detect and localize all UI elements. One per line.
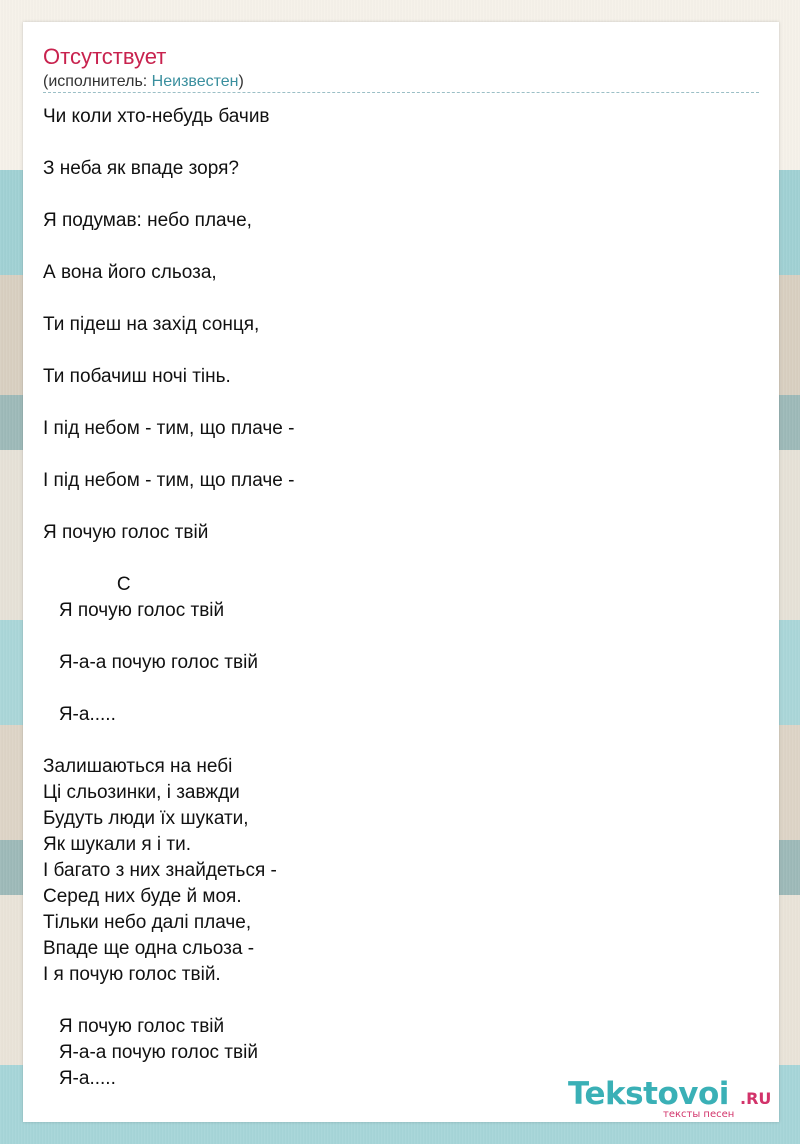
- logo-tld: .RU: [740, 1089, 772, 1108]
- title-divider: [43, 92, 759, 93]
- lyrics-card: [23, 22, 779, 1122]
- song-title: Отсутствует: [43, 44, 167, 69]
- lyrics-text: Чи коли хто-небудь бачив З неба як впаде зоря? Я подумав: небо плаче, А вона його сльоза, Ти підеш на захід сонця, Ти побачиш ночі тінь. І під небом - тим, що плаче - І під небом - тим, що плаче - Я почую голос твій C Я почую голос твій Я-а-а почую голос твій Я-а..... Залишаються на небі Ці сльозинки, і завжди Будуть люди їх шукати, Як шукали я і ти. І багато з них знайдеться - Серед них буде й моя. Тільки небо далі плаче, Впаде ще одна сльоза - І я почую голос твій. Я почую голос твій Я-а-а почую голос твій Я-а.....: [43, 106, 295, 1089]
- artist-link[interactable]: Неизвестен: [151, 73, 239, 90]
- tekstovoi-logo[interactable]: [568, 1076, 778, 1122]
- artist-prefix: (исполнитель:: [43, 73, 152, 90]
- logo-subtitle: тексты песен: [663, 1109, 735, 1120]
- logo-main-text: Tekstovoi: [568, 1076, 729, 1112]
- artist-suffix: ): [238, 73, 244, 90]
- artist-line: [43, 72, 244, 92]
